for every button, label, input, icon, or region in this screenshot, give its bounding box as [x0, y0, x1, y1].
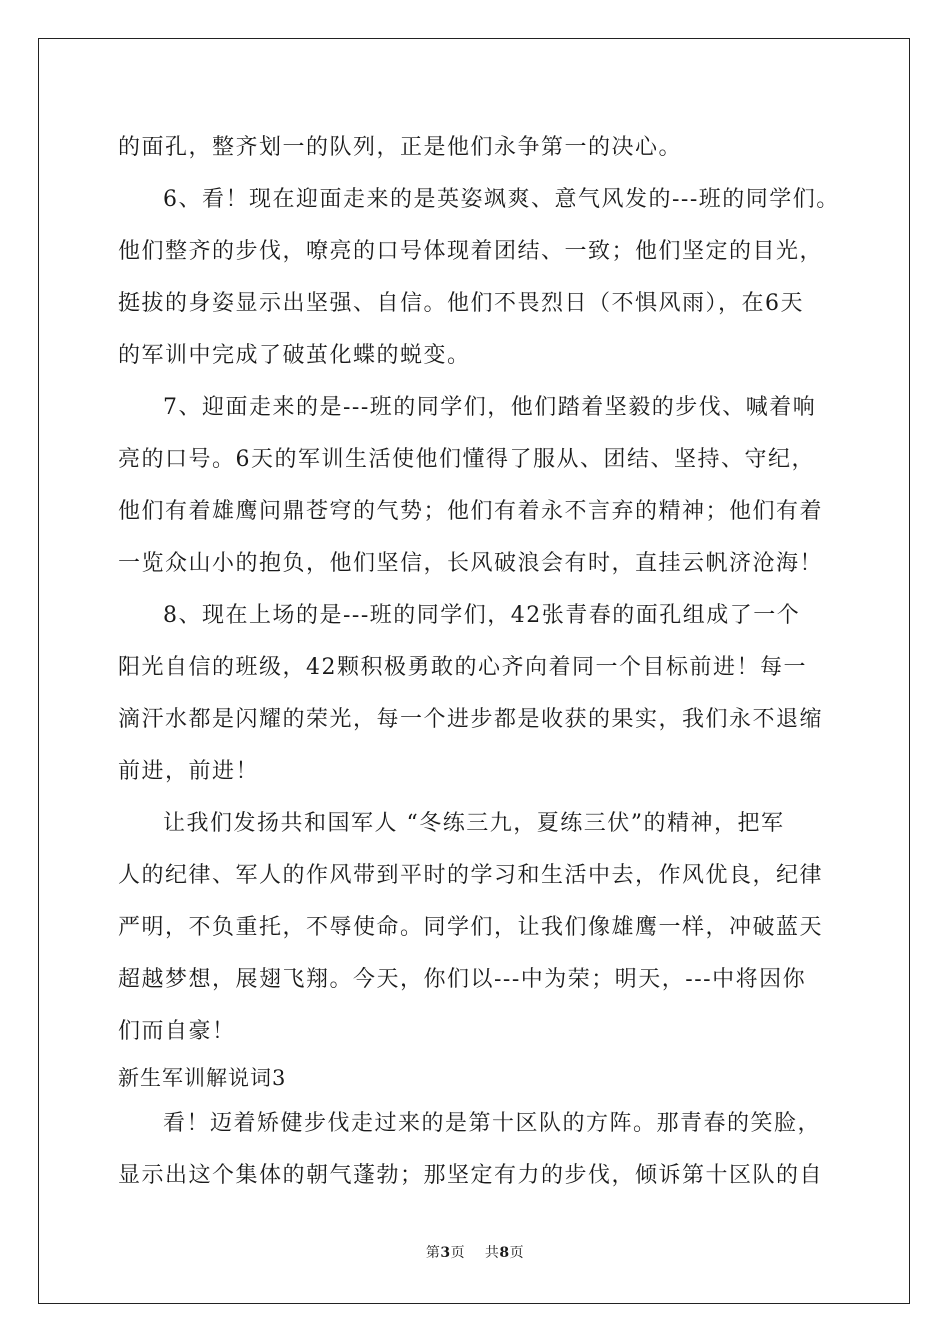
text-line: 挺拔的身姿显示出坚强、自信。他们不畏烈日（不惧风雨），在6天	[118, 291, 804, 316]
page-prefix: 第	[425, 1245, 441, 1261]
page-suffix: 页	[450, 1245, 466, 1261]
total-prefix: 共	[484, 1245, 500, 1261]
document-body	[118, 122, 838, 1202]
paragraph-item-8	[118, 590, 838, 798]
text-line: 前进，前进！	[118, 759, 260, 784]
page-number: 3	[440, 1245, 451, 1261]
text-line: 他们整齐的步伐，嘹亮的口号体现着团结、一致；他们坚定的目光，	[118, 239, 824, 264]
section-heading: 新生军训解说词3	[118, 1066, 287, 1090]
paragraph-continuation	[118, 122, 838, 174]
total-suffix: 页	[509, 1245, 525, 1261]
paragraph-item-6	[118, 174, 838, 382]
paragraph-closing	[118, 798, 838, 1058]
text-line: 人的纪律、军人的作风带到平时的学习和生活中去，作风优良，纪律	[118, 863, 824, 888]
text-line: 滴汗水都是闪耀的荣光，每一个进步都是收获的果实，我们永不退缩	[118, 707, 824, 732]
text-line: 让我们发扬共和国军人 “冬练三九，夏练三伏”的精神，把军	[163, 811, 785, 836]
text-line: 他们有着雄鹰问鼎苍穹的气势；他们有着永不言弃的精神；他们有着	[118, 499, 824, 524]
text-line: 看！迈着矫健步伐走过来的是第十区队的方阵。那青春的笑脸，	[163, 1111, 822, 1136]
text-line: 们而自豪！	[118, 1019, 236, 1044]
text-line: 亮的口号。6天的军训生活使他们懂得了服从、团结、坚持、守纪，	[118, 447, 815, 472]
text-line: 8、现在上场的是---班的同学们，42张青春的面孔组成了一个	[163, 603, 801, 628]
text-line: 的面孔，整齐划一的队列，正是他们永争第一的决心。	[118, 135, 683, 160]
text-line: 的军训中完成了破茧化蝶的蜕变。	[118, 343, 471, 368]
text-line: 6、看！现在迎面走来的是英姿飒爽、意气风发的---班的同学们。	[163, 187, 840, 212]
paragraph-section-3	[118, 1098, 838, 1202]
text-line: 阳光自信的班级，42颗积极勇敢的心齐向着同一个目标前进！每一	[118, 655, 807, 680]
paragraph-item-7	[118, 382, 838, 590]
text-line: 一览众山小的抱负，他们坚信，长风破浪会有时，直挂云帆济沧海！	[118, 551, 824, 576]
total-pages: 8	[499, 1245, 510, 1261]
text-line: 显示出这个集体的朝气蓬勃；那坚定有力的步伐，倾诉第十区队的自	[118, 1163, 824, 1188]
text-line: 严明，不负重托，不辱使命。同学们，让我们像雄鹰一样，冲破蓝天	[118, 915, 824, 940]
text-line: 7、迎面走来的是---班的同学们，他们踏着坚毅的步伐、喊着响	[163, 395, 817, 420]
page-footer	[0, 1242, 950, 1262]
text-line: 超越梦想，展翅飞翔。今天，你们以---中为荣；明天，---中将因你	[118, 967, 807, 992]
